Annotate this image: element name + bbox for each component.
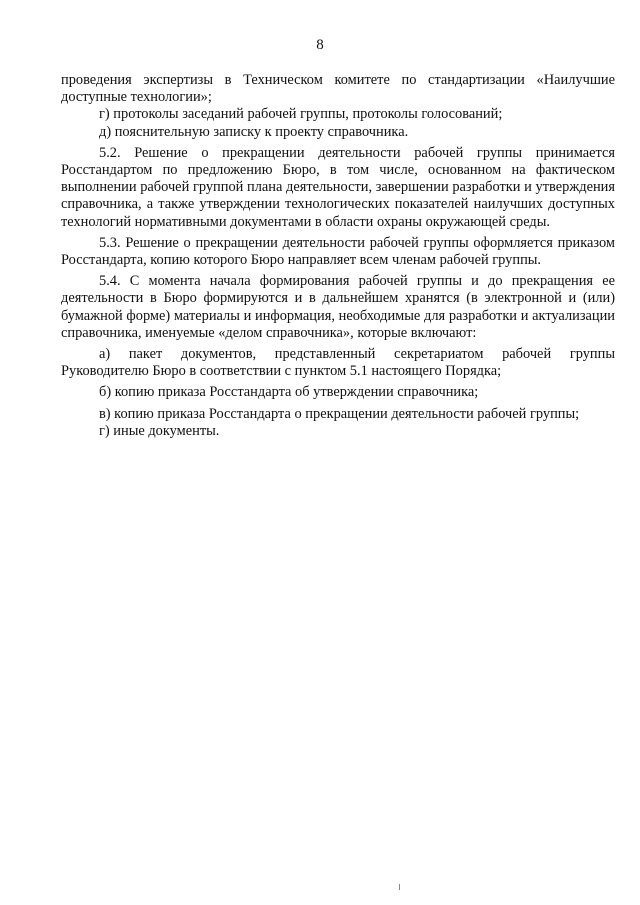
paragraph-continuation: проведения экспертизы в Техническом комитете по стандартизации «Наилучшие доступные технологии»; <box>61 72 615 106</box>
list-item-b-approval-order: б) копию приказа Росстандарта об утверждении справочника; <box>99 384 479 401</box>
clause-5-3: 5.3. Решение о прекращении деятельности рабочей группы оформляется приказом Росстандарта, копию которого Бюро направляет всем членам рабочей группы. <box>61 234 615 269</box>
list-item-g-other-documents: г) иные документы. <box>99 422 220 439</box>
list-item-d-explanatory-note: д) пояснительную записку к проекту справочника. <box>99 123 409 140</box>
list-item-g-protocols: г) протоколы заседаний рабочей группы, протоколы голосований; <box>99 106 503 123</box>
clause-5-4: 5.4. С момента начала формирования рабочей группы и до прекращения ее деятельности в Бюро формируются и в дальнейшем хранятся (в электронной и (или) бумажной форме) материалы и информация, необходимые для разработки и актуализации справочника, именуемые «делом справочника», которые включают: <box>61 273 615 341</box>
scan-mark <box>399 884 400 890</box>
list-item-a-document-package: а) пакет документов, представленный секретариатом рабочей группы Руководителю Бюро в соответствии с пунктом 5.1 настоящего Порядка; <box>61 346 615 380</box>
clause-5-2: 5.2. Решение о прекращении деятельности рабочей группы принимается Росстандартом по предложению Бюро, в том числе, основанном на фактическом выполнении рабочей группой плана деятельности, завершении разработки и утверждения справочника, а также утверждении технологических показателей наилучших доступных технологий нормативными документами в области охраны окружающей среды. <box>61 144 615 230</box>
document-body <box>61 72 615 440</box>
list-item-v-termination-order: в) копию приказа Росстандарта о прекращении деятельности рабочей группы; <box>99 405 580 422</box>
page-number: 8 <box>316 37 324 53</box>
